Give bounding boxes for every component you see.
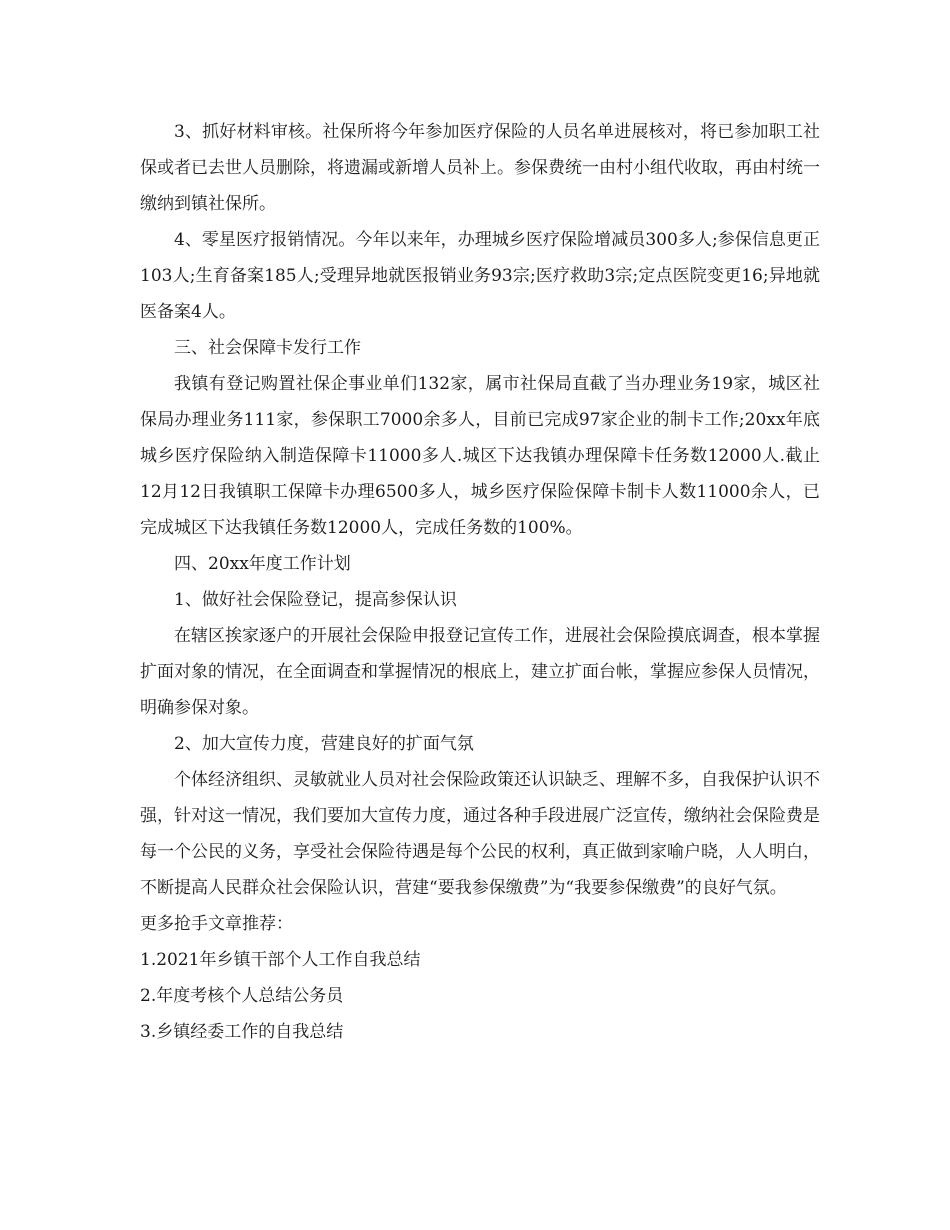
subheading-publicity: 2、加大宣传力度，营建良好的扩面气氛 [174,734,474,754]
section-heading-work-plan: 四、20xx年度工作计划 [174,554,351,574]
recommend-title: 更多抢手文章推荐： [140,914,293,934]
paragraph-medical-reimbursement: 4、零星医疗报销情况。今年以来年，办理城乡医疗保险增减员300多人;参保信息更正103人;生育备案185人;受理异地就医报销业务93宗;医疗救助3宗;定点医院变更16;异地就医备案4人。 [140,230,820,322]
paragraph-publicity: 个体经济组织、灵敏就业人员对社会保险政策还认识缺乏、理解不多，自我保护认识不强，针对这一情况，我们要加大宣传力度，通过各种手段进展广泛宣传，缴纳社会保险费是每一个公民的义务，享受社会保险待遇是每个公民的权利，真正做到家喻户晓，人人明白，不断提高人民群众社会保险认识，营建“要我参保缴费”为“我要参保缴费”的良好气氛。 [140,770,820,898]
recommended-article-link[interactable]: 1.2021年乡镇干部个人工作自我总结 [140,950,421,970]
section-heading-social-security-card: 三、社会保障卡发行工作 [174,338,361,358]
paragraph-registration: 在辖区挨家逐户的开展社会保险申报登记宣传工作，进展社会保险摸底调查，根本掌握扩面对象的情况，在全面调查和掌握情况的根底上，建立扩面台帐，掌握应参保人员情况，明确参保对象。 [140,626,820,718]
paragraph-card-issuance: 我镇有登记购置社保企事业单们132家，属市社保局直截了当办理业务19家，城区社保局办理业务111家，参保职工7000余多人，目前已完成97家企业的制卡工作;20xx年底城乡医疗保险纳入制造保障卡11000多人.城区下达我镇办理保障卡任务数12000人.截止12月12日我镇职工保障卡办理6500多人，城乡医疗保险保障卡制卡人数11000余人，已完成城区下达我镇任务数12000人，完成任务数的100%。 [140,374,820,538]
paragraph-material-review: 3、抓好材料审核。社保所将今年参加医疗保险的人员名单进展核对，将已参加职工社保或者已去世人员删除，将遗漏或新增人员补上。参保费统一由村小组代收取，再由村统一缴纳到镇社保所。 [140,122,820,214]
recommended-article-link[interactable]: 2.年度考核个人总结公务员 [140,986,344,1006]
recommended-articles-list [140,942,820,1050]
subheading-registration: 1、做好社会保险登记，提高参保认识 [174,590,457,610]
recommended-article-link[interactable]: 3.乡镇经委工作的自我总结 [140,1022,344,1042]
document-body [140,114,820,1050]
